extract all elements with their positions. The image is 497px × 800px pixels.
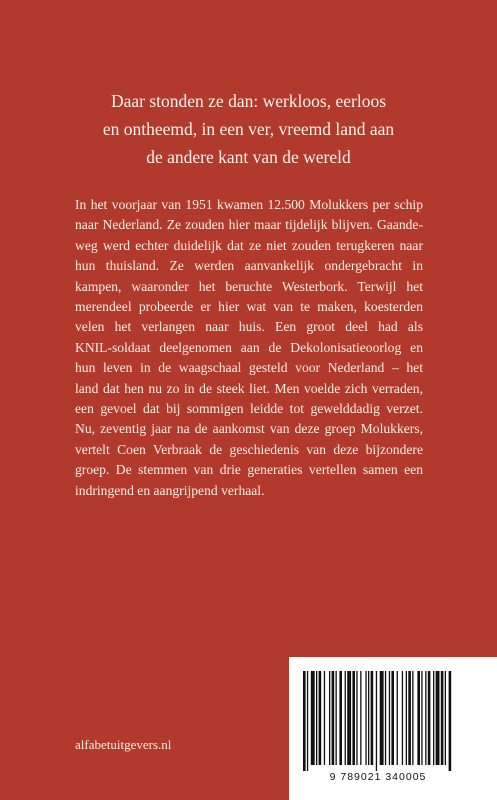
barcode-bar <box>449 671 452 771</box>
barcode-bar <box>385 671 386 765</box>
blurb-line: Nu, zeventig jaar na de aankomst van deze groep Molukkers, <box>75 421 423 437</box>
barcode-bar <box>345 671 346 765</box>
blurb-line: hun thuisland. Ze werden aanvankelijk ondergebracht in <box>75 258 423 274</box>
tagline-line: Daar stonden ze dan: werkloos, eerloos <box>110 91 387 111</box>
barcode-bar <box>425 671 426 765</box>
blurb-line: weg werd echter duidelijk dat ze niet zouden terugkeren naar <box>75 237 423 253</box>
blurb-line: vertelt Coen Verbraak de geschiedenis van deze bijzondere <box>75 441 423 457</box>
blurb-line: merendeel probeerde er hier wat van te maken, koesterden <box>75 299 423 315</box>
barcode-panel <box>289 657 497 800</box>
blurb-line: In het voorjaar van 1951 kwamen 12.500 Molukkers per schip <box>75 197 423 212</box>
barcode-bar <box>356 671 357 765</box>
barcode-bar <box>402 671 403 765</box>
blurb-line: velen het verlangen naar huis. Een groot deel had als <box>75 319 423 335</box>
barcode-bar <box>368 671 369 765</box>
blurb-line: een gevoel dat bij sommigen leidde tot gewelddadig verzet. <box>75 401 423 417</box>
blurb-line: hun leven in de waagschaal gesteld voor Nederland – het <box>75 360 423 376</box>
barcode-bar <box>365 671 366 765</box>
barcode-bar <box>347 671 351 765</box>
barcode-bar <box>352 671 355 765</box>
tagline <box>70 87 427 171</box>
tagline-line: en ontheemd, in een ver, vreemd land aan <box>102 119 395 139</box>
barcode-bar <box>311 671 315 765</box>
blurb-line: indringend en aangrijpend verhaal. <box>75 482 265 498</box>
barcode-bar <box>436 671 440 765</box>
barcode-bar <box>391 671 394 765</box>
barcode-bar <box>408 671 411 765</box>
blurb-line: KNIL-soldaat deelgenomen aan de Dekolonisatieoorlog en <box>75 339 423 355</box>
price-strip <box>476 703 493 799</box>
barcode-bar <box>380 671 384 765</box>
barcode-bar <box>319 671 322 765</box>
barcode-bar <box>433 671 434 765</box>
blurb-line: land dat hen nu zo in de steek liet. Men voelde zich verraden, <box>75 380 423 396</box>
blurb-line: naar Nederland. Ze zouden hier maar tijdelijk blijven. Gaande- <box>75 217 423 233</box>
barcode-bar <box>428 671 431 765</box>
barcode-bar <box>371 671 374 765</box>
blurb-text <box>75 195 423 501</box>
barcode-bar <box>406 671 407 765</box>
blurb-line: kampen, waaronder het beruchte Westerbork. Terwijl het <box>75 278 423 294</box>
barcode-bar <box>324 671 325 765</box>
blurb-line: groep. De stemmen van drie generaties vertellen samen een <box>75 462 423 478</box>
barcode-bar <box>316 671 317 765</box>
barcode-bar <box>445 671 446 765</box>
publisher-website: alfabetuitgevers.nl <box>75 737 172 752</box>
barcode-bar <box>417 671 420 765</box>
barcode-bar <box>329 671 330 765</box>
barcode-bar <box>336 671 337 765</box>
barcode-digits: 9 789021 340005 <box>329 771 427 783</box>
barcode-bar <box>303 671 306 771</box>
tagline-line: de andere kant van de wereld <box>146 147 351 167</box>
barcode-bar <box>307 671 308 771</box>
barcode-bar <box>412 671 413 765</box>
barcode-bar <box>397 671 398 765</box>
barcode-bar <box>360 671 361 765</box>
barcode-bar <box>376 671 377 771</box>
barcode-bar <box>332 671 335 765</box>
barcode-bar <box>441 671 444 765</box>
barcode <box>299 671 459 771</box>
barcode-bar <box>389 671 390 765</box>
barcode-bar <box>339 671 342 765</box>
barcode-bar <box>421 671 422 765</box>
